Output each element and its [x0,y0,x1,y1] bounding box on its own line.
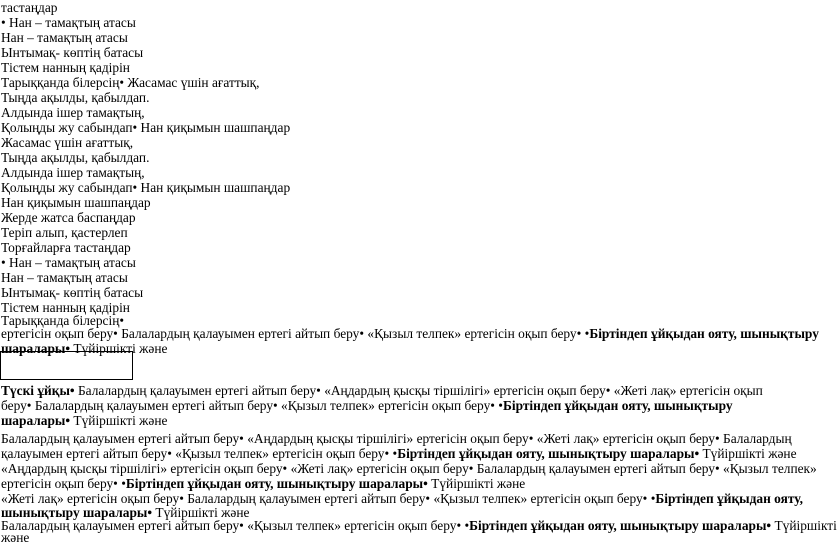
text-line-21: Тістем нанның қадірін [1,300,130,315]
text-run: Түйіршікті және [427,476,526,491]
text-line-22: Тарыққанда білерсің• [1,313,125,328]
text-line-17: Торғайларға тастаңдар [1,240,131,255]
text-line-19: Нан – тамақтың атасы [1,270,128,285]
text-run: ертегісін оқып беру• Балалардың қалауымен ертегі айтып беру• «Қызыл телпек» ертегісін оқып беру• • [1,326,590,341]
text-line-34 [1,518,837,533]
text-line-18: • Нан – тамақтың атасы [1,255,136,270]
text-line-16: Теріп алып, қастерлеп [1,225,128,240]
text-line-1: тастаңдар [1,0,58,15]
text-run: Балалардың қалауымен ертегі айтып беру• «Қызыл телпек» ертегісін оқып беру• • [1,518,470,533]
text-run: Түйіршікті және [70,341,168,356]
text-run: беру• Балалардың қалауымен ертегі айтып беру• «Қызыл телпек» ертегісін оқып беру• • [1,398,503,413]
text-run: Түйіршікті [771,518,837,533]
text-run: ертегісін оқып беру• • [1,476,126,491]
bold-text-run: шаралары• [1,413,71,428]
text-run: Балалардың қалауымен ертегі айтып беру• «Аңдардың қысқы тіршілігі» ертегісін оқып беру• «Жеті лақ» ертегісін оқып [74,383,763,398]
bold-text-run: шаралары• [1,341,71,356]
bold-text-run: Біртіндеп ұйқыдан ояту, шынықтыру шаралары• [125,476,428,491]
text-line-30: «Аңдардың қысқы тіршілігі» ертегісін оқып беру• «Жеті лақ» ертегісін оқып беру• Балалардың қалауымен ертегі айтып беру• «Қызыл телпек» [1,461,817,476]
text-line-7: Тыңда ақылды, қабылдап. [1,90,150,105]
text-run: Түйіршікті және [699,446,797,461]
text-line-20: Ынтымақ- көптің батасы [1,285,144,300]
bold-text-run: Біртіндеп ұйқыдан ояту, шынықтыру [589,326,819,341]
text-run: Түйіршікті және [70,413,168,428]
text-run: қалауымен ертегі айтып беру• «Қызыл телпек» ертегісін оқып беру• • [1,446,398,461]
text-line-27 [1,413,167,428]
text-line-4: Ынтымақ- көптің батасы [1,45,144,60]
text-line-25 [1,383,763,398]
bold-text-run: Біртіндеп ұйқыдан ояту, шынықтыру [503,398,733,413]
bold-text-run: Біртіндеп ұйқыдан ояту, шынықтыру шаралары• [397,446,700,461]
text-line-6: Тарыққанда білерсің• Жасамас үшін ағаттық, [1,75,260,90]
bold-text-run: Түскі ұйқы• [1,383,75,398]
text-line-15: Жерде жатса баспаңдар [1,210,136,225]
text-line-35: және [1,530,30,545]
text-line-28: Балалардың қалауымен ертегі айтып беру• «Аңдардың қысқы тіршілігі» ертегісін оқып беру• «Жеті лақ» ертегісін оқып беру• Балалардың [1,431,792,446]
text-line-2: • Нан – тамақтың атасы [1,15,136,30]
bold-text-run: Біртіндеп ұйқыдан ояту, [655,491,803,506]
text-line-31 [1,476,525,491]
bold-text-run: шынықтыру шаралары• [1,505,153,520]
text-line-12: Алдында ішер тамақтың, [1,165,145,180]
text-line-11: Тыңда ақылды, қабылдап. [1,150,150,165]
text-line-5: Тістем нанның қадірін [1,60,130,75]
empty-frame-box [0,351,133,380]
text-line-3: Нан – тамақтың атасы [1,30,128,45]
text-line-26 [1,398,733,413]
text-line-13: Қолыңды жу сабындап• Нан қиқымын шашпаңдар [1,180,291,195]
text-line-8: Алдында ішер тамақтың, [1,105,145,120]
text-line-10: Жасамас үшін ағаттық, [1,135,134,150]
text-line-32 [1,491,803,506]
text-run: Түйіршікті және [152,505,250,520]
text-line-9: Қолыңды жу сабындап• Нан қиқымын шашпаңдар [1,120,291,135]
text-line-29 [1,446,797,461]
bold-text-run: Біртіндеп ұйқыдан ояту, шынықтыру шаралары• [469,518,772,533]
text-run: «Жеті лақ» ертегісін оқып беру• Балалардың қалауымен ертегі айтып беру• «Қызыл телпек» ертегісін оқып беру• • [1,491,656,506]
text-line-14: Нан қиқымын шашпаңдар [1,195,151,210]
text-line-23 [1,326,819,341]
